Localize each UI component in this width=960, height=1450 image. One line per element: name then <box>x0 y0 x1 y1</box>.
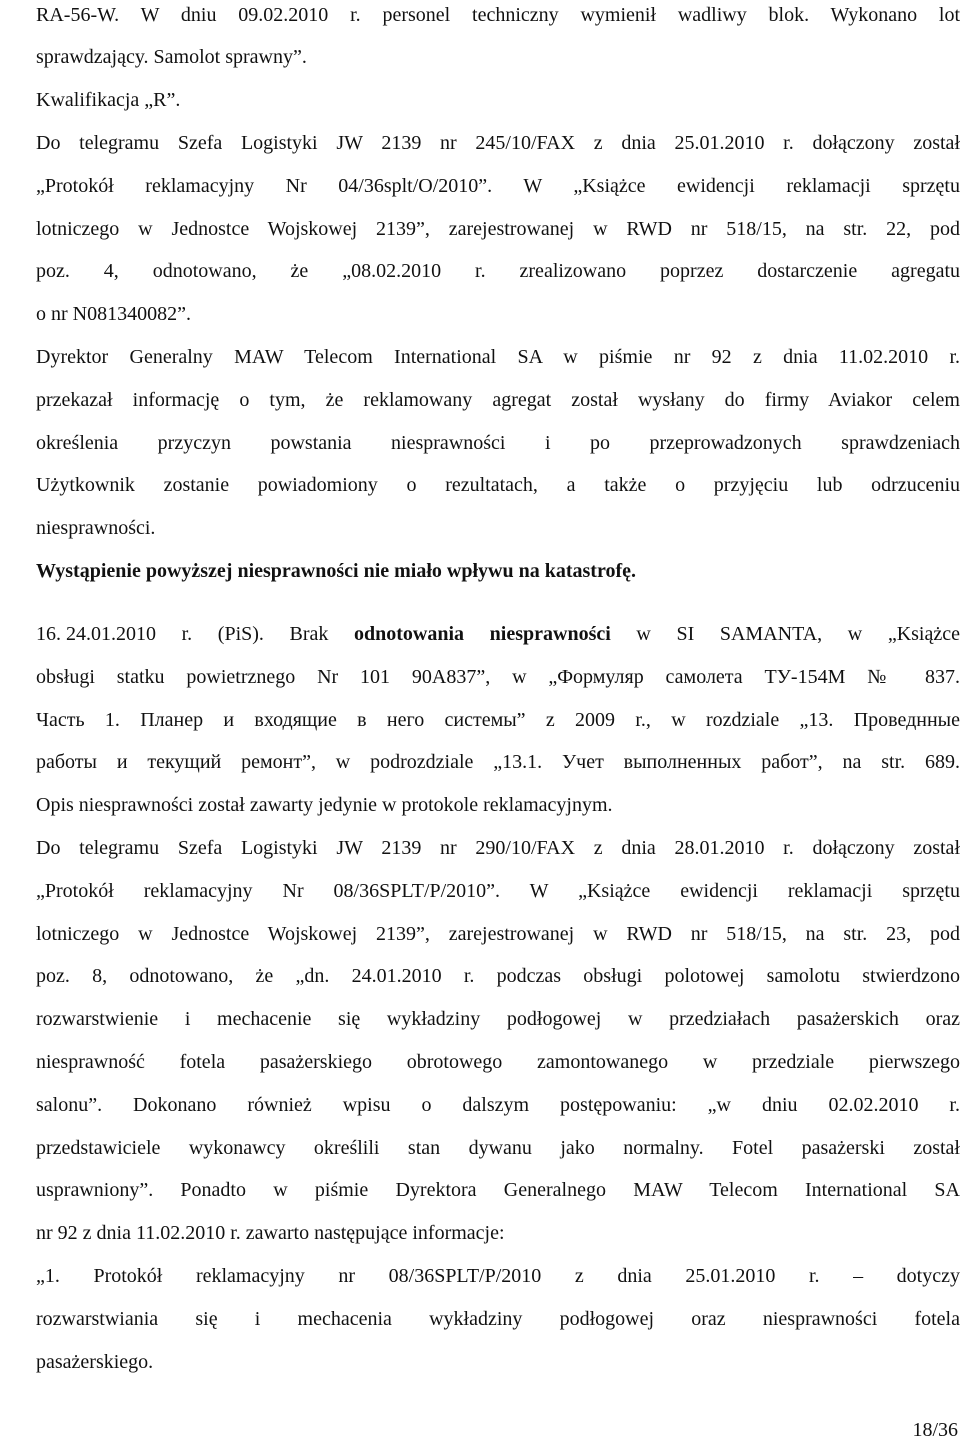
text-line: poz. 8, odnotowano, że „dn. 24.01.2010 r. podczas obsługi polotowej samolotu stwierdzono <box>36 965 960 987</box>
quote-line: „1. Protokół reklamacyjny nr 08/36SPLT/P/2010 z dnia 25.01.2010 r. – dotyczy <box>36 1265 960 1287</box>
text-line: работы и текущий ремонт”, w podrozdziale „13.1. Учет выполненных работ”, na str. 689. <box>36 751 960 773</box>
text-line: lotniczego w Jednostce Wojskowej 2139”, zarejestrowanej w RWD nr 518/15, na str. 23, pod <box>36 923 960 945</box>
text-line: usprawniony”. Ponadto w piśmie Dyrektora Generalnego MAW Telecom International SA <box>36 1179 960 1201</box>
text-line: RA-56-W. W dniu 09.02.2010 r. personel techniczny wymienił wadliwy blok. Wykonano lot <box>36 4 960 26</box>
text-line: określenia przyczyn powstania niesprawności i po przeprowadzonych sprawdzeniach <box>36 432 960 454</box>
text-line: Kwalifikacja „R”. <box>36 89 181 111</box>
item-number: 16. <box>36 623 61 645</box>
text-line: poz. 4, odnotowano, że „08.02.2010 r. zrealizowano poprzez dostarczenie agregatu <box>36 260 960 282</box>
bold-conclusion: Wystąpienie powyższej niesprawności nie miało wpływu na katastrofę. <box>36 560 636 582</box>
text-line: lotniczego w Jednostce Wojskowej 2139”, zarejestrowanej w RWD nr 518/15, na str. 22, pod <box>36 218 960 240</box>
text-line: Do telegramu Szefa Logistyki JW 2139 nr 290/10/FAX z dnia 28.01.2010 r. dołączony został <box>36 837 960 859</box>
text-line: nr 92 z dnia 11.02.2010 r. zawarto następujące informacje: <box>36 1222 505 1244</box>
text-line: przekazał informację o tym, że reklamowany agregat został wysłany do firmy Aviakor celem <box>36 389 960 411</box>
text-line: „Protokół reklamacyjny Nr 08/36SPLT/P/2010”. W „Książce ewidencji reklamacji sprzętu <box>36 880 960 902</box>
text-line: Do telegramu Szefa Logistyki JW 2139 nr 245/10/FAX z dnia 25.01.2010 r. dołączony został <box>36 132 960 154</box>
text-line: Dyrektor Generalny MAW Telecom International SA w piśmie nr 92 z dnia 11.02.2010 r. <box>36 346 960 368</box>
text-line: niesprawność fotela pasażerskiego obrotowego zamontowanego w przedziale pierwszego <box>36 1051 960 1073</box>
text-line: o nr N081340082”. <box>36 303 191 325</box>
text-line: Opis niesprawności został zawarty jedynie w protokole reklamacyjnym. <box>36 794 613 816</box>
text-line: 24.01.2010 r. (PiS). Brak odnotowania niesprawności w SI SAMANTA, w „Książce <box>66 623 960 645</box>
text-line: salonu”. Dokonano również wpisu o dalszym postępowaniu: „w dniu 02.02.2010 r. <box>36 1094 960 1116</box>
text-line: obsługi statku powietrznego Nr 101 90A837”, w „Формуляр самолета ТУ-154М № 837. <box>36 666 960 688</box>
page-number: 18/36 <box>912 1419 958 1441</box>
text-line: rozwarstwienie i mechacenie się wykładziny podłogowej w przedziałach pasażerskich oraz <box>36 1008 960 1030</box>
quote-line: pasażerskiego. <box>36 1351 154 1373</box>
quote-line: rozwarstwiania się i mechacenia wykładziny podłogowej oraz niesprawności fotela <box>36 1308 960 1330</box>
text-line: Часть 1. Планер и входящие в него системы” z 2009 r., w rozdziale „13. Проведнные <box>36 709 960 731</box>
text-line: sprawdzający. Samolot sprawny”. <box>36 46 307 68</box>
text-line: Użytkownik zostanie powiadomiony o rezultatach, a także o przyjęciu lub odrzuceniu <box>36 474 960 496</box>
text-line: niesprawności. <box>36 517 156 539</box>
text-line: przedstawiciele wykonawcy określili stan dywanu jako normalny. Fotel pasażerski został <box>36 1137 960 1159</box>
text-line: „Protokół reklamacyjny Nr 04/36splt/O/2010”. W „Książce ewidencji reklamacji sprzętu <box>36 175 960 197</box>
